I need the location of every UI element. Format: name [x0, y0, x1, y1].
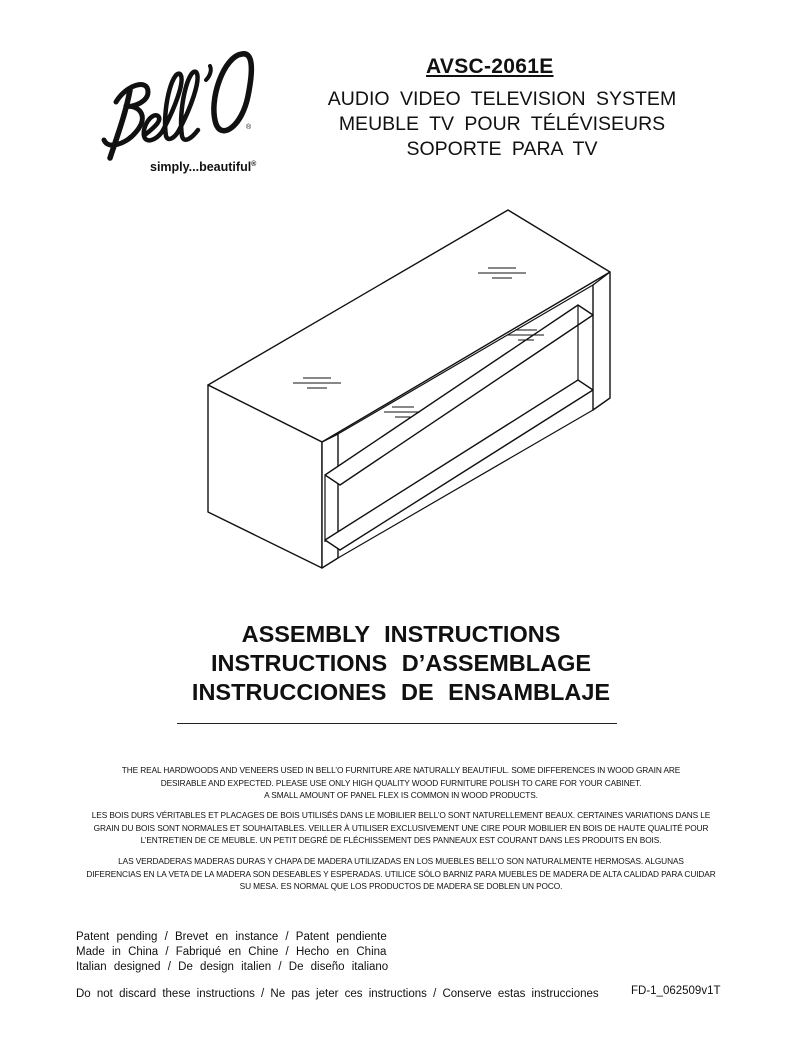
- tv-stand-illustration: [200, 205, 620, 575]
- notice-line: GRAIN DU BOIS SONT NORMALES ET SOUHAITABLES. VEILLER À UTILISER EXCLUSIVEMENT UNE CIRE POUR MOBILIER EN BOIS DE HAUTE QUALITÉ POUR: [93, 822, 709, 833]
- assembly-title-fr: INSTRUCTIONS D’ASSEMBLAGE: [210, 650, 592, 676]
- notice-line: LAS VERDADERAS MADERAS DURAS Y CHAPA DE MADERA UTILIZADAS EN LOS MUEBLES BELL’O SON NATURALMENTE HERMOSAS. ALGUNAS: [118, 856, 684, 866]
- notice-line: A SMALL AMOUNT OF PANEL FLEX IS COMMON IN WOOD PRODUCTS.: [264, 790, 538, 801]
- notice-line: LES BOIS DURS VÉRITABLES ET PLACAGES DE BOIS UTILISÉS DANS LE MOBILIER BELL’O SONT NATURELLEMENT BEAUX. CERTAINES VARIATIONS DANS LE: [91, 810, 711, 820]
- notice-line: THE REAL HARDWOODS AND VENEERS USED IN BELL’O FURNITURE ARE NATURALLY BEAUTIFUL. SOME DIFFERENCES IN WOOD GRAIN ARE: [121, 765, 681, 775]
- tagline-registered-mark: ®: [251, 160, 257, 168]
- assembly-title-es: INSTRUCCIONES DE ENSAMBLAJE: [191, 679, 611, 705]
- subtitle-en: AUDIO VIDEO TELEVISION SYSTEM: [327, 88, 677, 110]
- subtitle-es: SOPORTE PARA TV: [406, 138, 598, 160]
- notice-line: DIFERENCIAS EN LA VETA DE LA MADERA SON DESEABLES Y ESPERADAS. UTILICE SÓLO BARNIZ PARA MUEBLES DE MADERA DE ALTA CALIDAD PARA CUIDAR: [86, 868, 716, 879]
- registered-mark: ®: [246, 124, 252, 131]
- divider-rule: [177, 723, 617, 724]
- discard-notice: Do not discard these instructions / Ne pas jeter ces instructions / Conserve estas instrucciones: [76, 988, 599, 1000]
- origin-info: [76, 930, 388, 975]
- wood-notice-en: [20, 764, 782, 802]
- tagline-text: simply...beautiful: [150, 160, 252, 174]
- notice-line: SU MESA. ES NORMAL QUE LOS PRODUCTOS DE MADERA SE DOBLEN UN POCO.: [239, 881, 563, 892]
- design-line: Italian designed / De design italien / De diseño italiano: [76, 961, 389, 973]
- notice-line: DESIRABLE AND EXPECTED. PLEASE USE ONLY HIGH QUALITY WOOD FURNITURE POLISH TO CARE FOR YOUR CABINET.: [160, 777, 642, 788]
- patent-line: Patent pending / Brevet en instance / Patent pendiente: [76, 931, 387, 943]
- right-panel: [593, 272, 610, 410]
- notice-line: L’ENTRETIEN DE CE MEUBLE. UN PETIT DEGRÉ DE FLÉCHISSEMENT DES PANNEAUX EST COURANT DANS LES PRODUITS EN BOIS.: [140, 835, 662, 846]
- assembly-title-en: ASSEMBLY INSTRUCTIONS: [241, 621, 561, 647]
- wood-notice-es: [20, 855, 782, 893]
- brand-tagline: [150, 160, 256, 174]
- document-code: FD-1_062509v1T: [631, 985, 721, 997]
- made-in-line: Made in China / Fabriqué en Chine / Hecho en China: [76, 946, 387, 958]
- brand-logo: [96, 40, 276, 190]
- product-subtitles: [300, 87, 704, 162]
- wood-notice-fr: [20, 809, 782, 847]
- model-number: AVSC-2061E: [426, 55, 554, 78]
- bello-logo-script: [96, 40, 276, 180]
- subtitle-fr: MEUBLE TV POUR TÉLÉVISEURS: [338, 113, 666, 135]
- assembly-instructions-titles: [0, 620, 802, 707]
